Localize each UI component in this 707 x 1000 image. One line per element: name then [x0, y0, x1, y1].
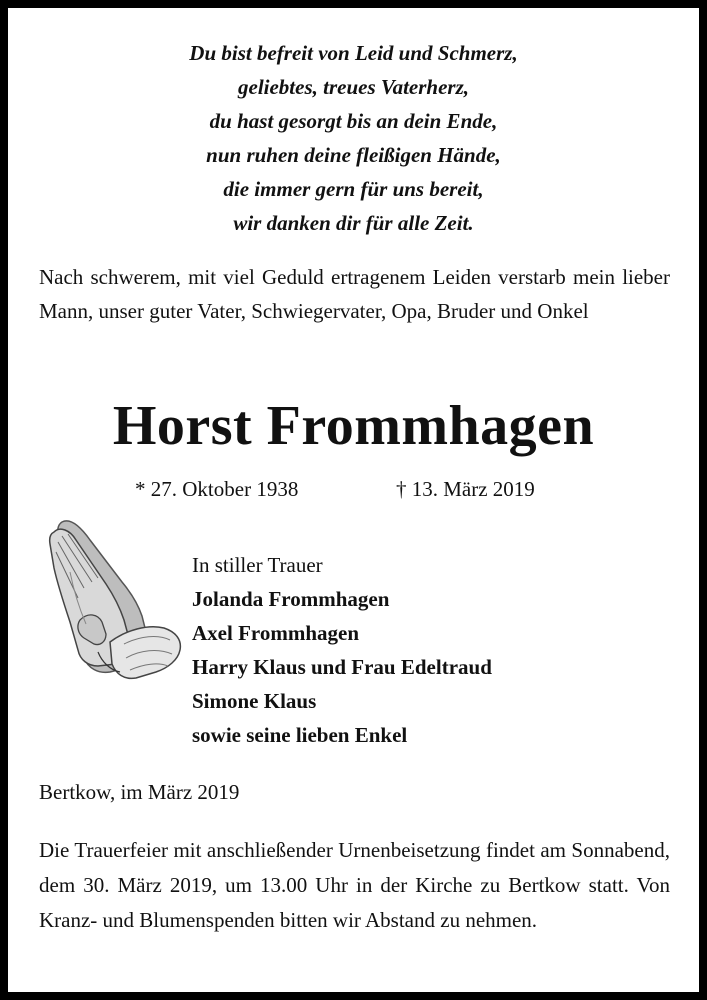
mourner-name: Jolanda Frommhagen: [192, 587, 390, 611]
intro-text: Nach schwerem, mit viel Geduld ertragenem Leiden verstarb mein lieber Mann, unser guter Vater, Schwiegervater, Opa, Bruder und Onkel: [39, 265, 670, 323]
ceremony-details: Die Trauerfeier mit anschließender Urnenbeisetzung findet am Sonnabend, dem 30. März 2019, um 13.00 Uhr in der Kirche zu Bertkow statt. Von Kranz- und Blumenspenden bitten wir Abstand zu nehmen.: [39, 838, 670, 932]
mourner-name: sowie seine lieben Enkel: [192, 723, 408, 747]
birth-date: * 27. Oktober 1938: [135, 477, 299, 501]
poem-line: Du bist befreit von Leid und Schmerz,: [189, 41, 518, 65]
poem-line: geliebtes, treues Vaterherz,: [238, 75, 469, 99]
poem-line: wir danken dir für alle Zeit.: [233, 211, 474, 235]
mourners-list: [192, 548, 492, 752]
memorial-poem: [8, 36, 699, 240]
mourner-name: Harry Klaus und Frau Edeltraud: [192, 655, 492, 679]
poem-line: du hast gesorgt bis an dein Ende,: [209, 109, 498, 133]
poem-line: die immer gern für uns bereit,: [223, 177, 484, 201]
place-and-date: Bertkow, im März 2019: [39, 780, 240, 804]
death-date: † 13. März 2019: [396, 477, 535, 501]
obituary-notice: [8, 8, 699, 992]
praying-hands-icon: [40, 512, 185, 684]
poem-line: nun ruhen deine fleißigen Hände,: [206, 143, 501, 167]
deceased-name: Horst Frommhagen: [112, 395, 595, 457]
mourner-name: Axel Frommhagen: [192, 621, 360, 645]
mourners-heading: In stiller Trauer: [192, 553, 323, 577]
mourner-name: Simone Klaus: [192, 689, 317, 713]
